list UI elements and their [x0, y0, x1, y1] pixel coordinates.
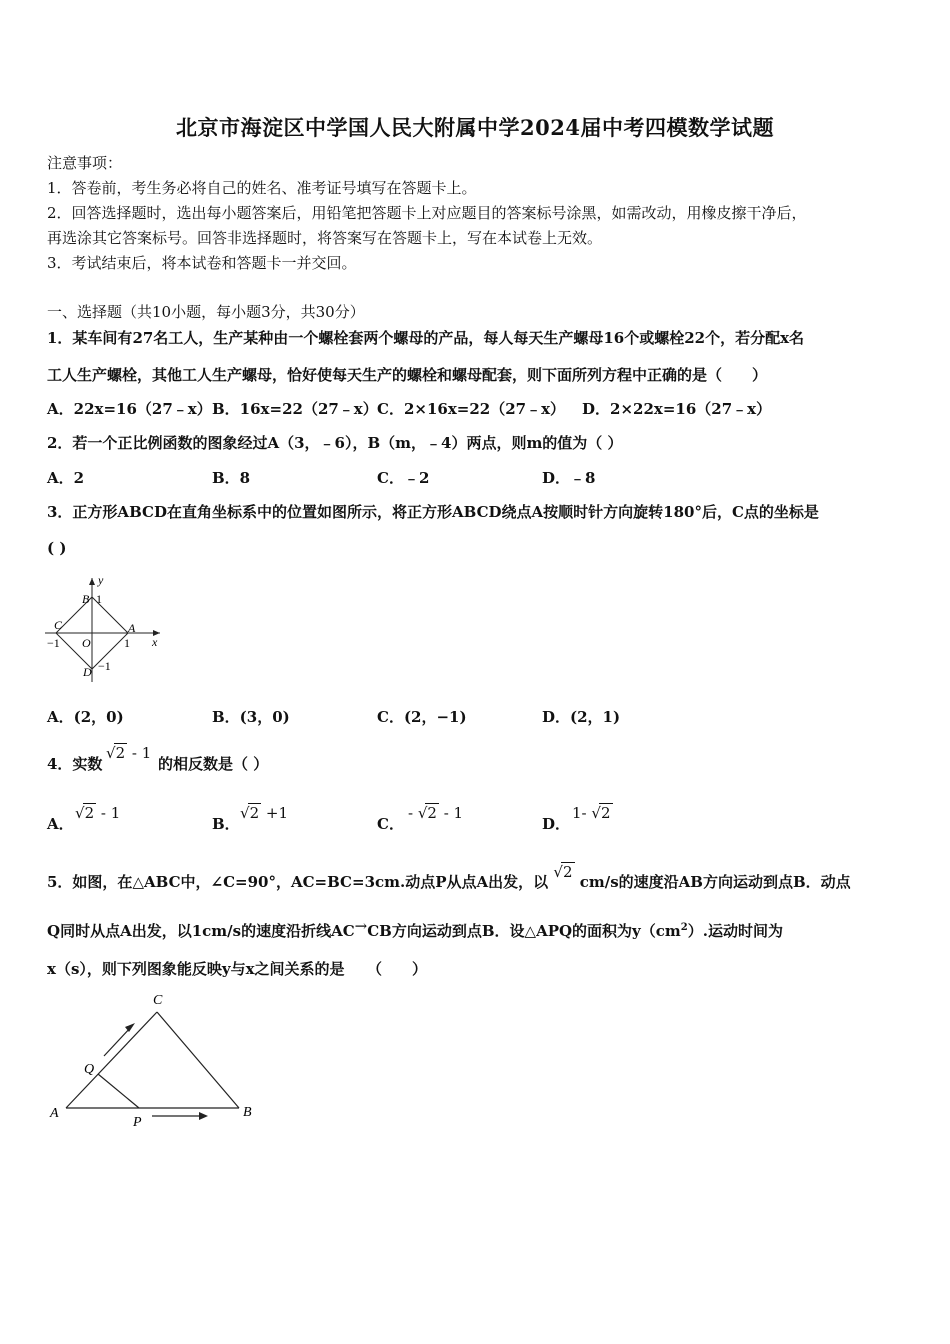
side-cb: [157, 1012, 239, 1108]
q4-option-c-expr: - √2 - 1: [408, 804, 464, 822]
q2-line1: 2．若一个正比例函数的图象经过A（3，﹣6），B（m，﹣4）两点，则m的值为（ ）: [47, 434, 623, 452]
y-axis-arrow: [89, 578, 95, 585]
q4-option-a-expr: √2 - 1: [75, 804, 121, 822]
tick-1-right: 1: [124, 636, 130, 650]
q1-option-d: D．2×22x=16（27﹣x）: [582, 400, 772, 418]
q5-line2: Q同时从点A出发，以1cm/s的速度沿折线AC→CB方向运动到点B．设△APQ的面积为$y(cm^2)$.运动时间为: [47, 917, 783, 940]
q4-suffix: 的相反数是（ ）: [158, 755, 269, 773]
q4-option-c-label: C．: [377, 815, 404, 833]
label-a: A: [128, 621, 136, 635]
q2-option-c: C．﹣2: [377, 469, 430, 487]
q4-expr-tail: - 1: [127, 744, 152, 762]
q3-option-b: B．(3，0): [212, 708, 290, 726]
q1-option-c: C．2×16x=22（27﹣x）: [377, 400, 566, 418]
q2-option-d: D．﹣8: [542, 469, 596, 487]
label-o: O: [82, 636, 91, 650]
q5-triangle-figure: [40, 990, 280, 1140]
q4-expression: [106, 743, 151, 762]
q4-option-a-label: A．: [47, 815, 74, 833]
label-d: D: [83, 665, 92, 679]
q3-line2: ( ): [47, 539, 67, 557]
q4-option-d-label: D．: [542, 815, 571, 833]
q4-option-d-expr: 1- √2: [572, 804, 611, 822]
side-ac: [66, 1012, 157, 1108]
page-title: 北京市海淀区中学国人民大附属中学2024届中考四模数学试题: [176, 115, 774, 140]
notice-heading: 注意事项：: [47, 154, 123, 172]
radical-sign: √: [553, 863, 563, 881]
q4-radicand: 2: [115, 744, 126, 762]
section-heading: 一、选择题（共10小题，每小题3分，共30分）: [47, 303, 365, 321]
q4-prefix: 4．实数: [47, 755, 103, 773]
notice-item-2: 2．回答选择题时，选出每小题答案后，用铅笔把答题卡上对应题目的答案标号涂黑，如需改动，用橡皮擦干净后，: [47, 204, 807, 222]
notice-item-3: 3．考试结束后，将本试卷和答题卡一并交回。: [47, 254, 357, 272]
label-b: B: [243, 1105, 252, 1120]
x-label: x: [152, 635, 158, 649]
q4-option-b-label: B．: [212, 815, 240, 833]
q3-option-d: D．(2，1): [542, 708, 621, 726]
label-a: A: [50, 1106, 59, 1121]
q5-line1: 5．如图，在△ABC中，∠C=90°，AC=BC=3cm.动点P从点A出发，以 √2 cm/s的速度沿AB方向运动到点B．动点: [47, 863, 851, 891]
radical-sign: √: [240, 804, 250, 822]
tick-1-top: 1: [96, 592, 102, 606]
notice-item-1: 1．答卷前，考生务必将自己的姓名、准考证号填写在答题卡上。: [47, 179, 477, 197]
q4-option-b-expr: √2 +1: [240, 804, 288, 822]
y-label: y: [98, 573, 104, 587]
arrow-q-head: [125, 1023, 135, 1032]
radical-sign: √: [417, 804, 428, 822]
q1-line2: 工人生产螺栓，其他工人生产螺母，恰好使每天生产的螺栓和螺母配套，则下面所列方程中正确的是（ ）: [47, 366, 768, 384]
arrow-p-head: [199, 1112, 208, 1120]
q3-option-a: A．(2，0): [47, 708, 124, 726]
label-b: B: [82, 592, 90, 606]
radical-sign: √: [75, 804, 85, 822]
radical-sign: √: [591, 804, 601, 822]
label-q: Q: [84, 1062, 95, 1077]
q1-option-b: B．16x=22（27﹣x）: [212, 400, 378, 418]
notice-item-2-cont: 再选涂其它答案标号。回答非选择题时，将答案写在答题卡上，写在本试卷上无效。: [47, 229, 603, 247]
segment-qp: [98, 1074, 139, 1108]
label-c: C: [153, 993, 163, 1008]
label-c: C: [54, 618, 63, 632]
q3-option-c: C．(2，−1): [377, 708, 467, 726]
tick-neg1-bottom: −1: [98, 659, 111, 673]
q3-square-figure: [40, 570, 170, 688]
radical-sign: √: [106, 744, 116, 762]
q3-line1: 3．正方形ABCD在直角坐标系中的位置如图所示，将正方形ABCD绕点A按顺时针方向旋转180°后，C点的坐标是: [47, 503, 819, 521]
q2-option-a: A．2: [47, 469, 85, 487]
q2-option-b: B．8: [212, 469, 251, 487]
q5-sqrt: √2: [553, 863, 573, 881]
label-p: P: [133, 1115, 142, 1130]
arrow-icon: →: [354, 917, 368, 935]
q1-line1: 1．某车间有27名工人，生产某种由一个螺栓套两个螺母的产品，每人每天生产螺母16个或螺栓22个，若分配x名: [47, 329, 805, 347]
tick-neg1-left: −1: [47, 636, 60, 650]
q5-line3: x（s），则下列图象能反映y与x之间关系的是 （ ）: [47, 960, 428, 978]
q1-option-a: A．22x=16（27﹣x）: [47, 400, 212, 418]
